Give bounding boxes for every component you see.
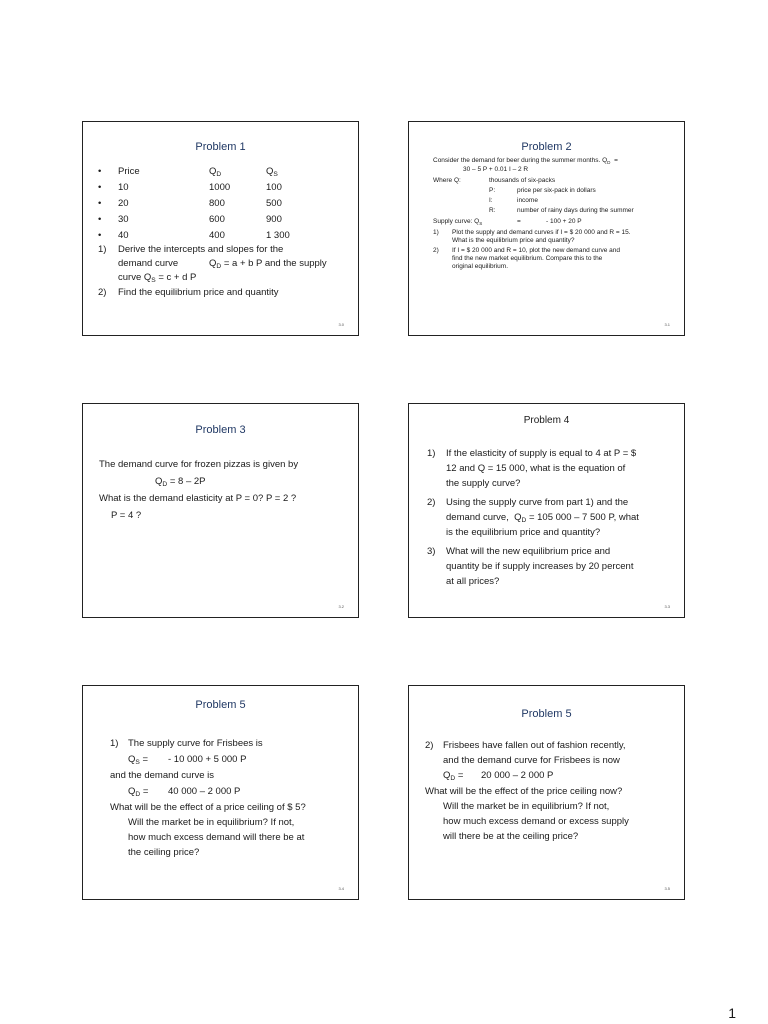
slide-number: 3.4 xyxy=(338,886,344,891)
item-text: quantity be if supply increases by 20 percent xyxy=(446,561,634,572)
text-line: how much excess demand or excess supply xyxy=(443,816,629,827)
text-line: What is the demand elasticity at P = 0? P = 2 ? xyxy=(99,493,297,504)
item-number: 3) xyxy=(427,546,436,557)
definition-text: thousands of six-packs xyxy=(489,177,556,184)
item-text: demand curve xyxy=(118,258,179,269)
supply-equation: curve $Q_S = c + d$ P xyxy=(118,272,197,284)
slide-problem-1 xyxy=(82,121,359,336)
item-text: Derive the intercepts and slopes for the xyxy=(118,244,284,255)
item-text: Plot the supply and demand curves if I = $ 20 000 and R = 15. xyxy=(452,229,631,236)
item-number: 1) xyxy=(110,738,119,749)
slide-problem-5b xyxy=(408,685,685,900)
table-cell: 900 xyxy=(266,214,282,225)
demand-equation-value: 40 000 – 2 000 P xyxy=(168,786,241,797)
item-text: 12 and Q = 15 000, what is the equation of xyxy=(446,463,626,474)
table-cell: 500 xyxy=(266,198,282,209)
table-cell: 30 xyxy=(118,214,129,225)
slide-title: Problem 3 xyxy=(195,424,246,436)
definition-symbol: P: xyxy=(489,187,496,194)
supply-equation: - 100 + 20 P xyxy=(546,218,582,225)
text-line: P = 4 ? xyxy=(111,510,142,521)
table-cell: 400 xyxy=(209,230,225,241)
slide-number: 3.3 xyxy=(664,604,670,609)
text-line: Will the market be in equilibrium? If not, xyxy=(128,817,295,828)
item-text: demand curve, $Q_D = 105$ 000 – 7 500 P, what xyxy=(446,512,639,524)
text-line: the ceiling price? xyxy=(128,847,200,858)
table-cell: 800 xyxy=(209,198,225,209)
bullet: • xyxy=(98,230,102,241)
definition-text: price per six-pack in dollars xyxy=(517,187,596,194)
item-number: 2) xyxy=(427,497,436,508)
text-line: Frisbees have fallen out of fashion recently, xyxy=(443,740,626,751)
item-number: 1) xyxy=(427,448,436,459)
table-header-price: Price xyxy=(118,166,140,177)
demand-equation: $Q_D$ = xyxy=(443,770,464,782)
slide-problem-3 xyxy=(82,403,359,618)
item-text: What will the new equilibrium price and xyxy=(446,546,611,557)
table-cell: 1 300 xyxy=(266,230,290,241)
definition-symbol: I: xyxy=(489,197,493,204)
text-line: What will be the effect of a price ceiling of $ 5? xyxy=(110,802,306,813)
table-cell: 1000 xyxy=(209,182,231,193)
supply-equation: $Q_S$ = xyxy=(128,754,149,766)
slide-title: Problem 2 xyxy=(521,141,572,153)
item-text: What is the equilibrium price and quantity? xyxy=(452,237,575,244)
page-number: 1 xyxy=(728,1005,736,1021)
item-text: If I = $ 20 000 and R = 10, plot the new demand curve and xyxy=(452,247,621,254)
slide-number: 3.1 xyxy=(664,322,670,327)
supply-equation-value: - 10 000 + 5 000 P xyxy=(168,754,247,765)
where-label: Where Q: xyxy=(433,177,461,184)
item-number: 1) xyxy=(433,229,439,236)
slide-title: Problem 1 xyxy=(195,141,246,153)
demand-equation: $Q_D = a + b$ P and the supply xyxy=(209,258,327,270)
demand-equation-value: 20 000 – 2 000 P xyxy=(481,770,554,781)
item-number: 1) xyxy=(98,244,107,255)
text-line: The supply curve for Frisbees is xyxy=(128,738,263,749)
slide-title: Problem 5 xyxy=(195,699,246,711)
item-text: is the equilibrium price and quantity? xyxy=(446,527,601,538)
intro-equation: 30 – 5 P + 0.01 I – 2 R xyxy=(463,166,529,173)
demand-equation: $Q_D = 8 - 2P$ xyxy=(155,476,206,488)
text-line: will there be at the ceiling price? xyxy=(443,831,579,842)
item-text: find the new market equilibrium. Compare this to the xyxy=(452,255,603,262)
item-text: the supply curve? xyxy=(446,478,521,489)
bullet: • xyxy=(98,214,102,225)
slide-title: Problem 5 xyxy=(521,708,572,720)
bullet: • xyxy=(98,166,102,177)
text-line: how much excess demand will there be at xyxy=(128,832,305,843)
table-cell: 600 xyxy=(209,214,225,225)
bullet: • xyxy=(98,182,102,193)
table-header-qd: $Q_D$ xyxy=(209,166,222,178)
demand-equation: $Q_D$ = xyxy=(128,786,149,798)
text-line: and the demand curve for Frisbees is now xyxy=(443,755,620,766)
item-number: 2) xyxy=(98,287,107,298)
table-cell: 40 xyxy=(118,230,129,241)
item-text: at all prices? xyxy=(446,576,500,587)
table-header-qs: $Q_S$ xyxy=(266,166,278,178)
item-number: 2) xyxy=(433,247,439,254)
table-cell: 100 xyxy=(266,182,282,193)
slide-problem-2 xyxy=(408,121,685,336)
text-line: The demand curve for frozen pizzas is given by xyxy=(99,459,299,470)
bullet: • xyxy=(98,198,102,209)
slide-number: 3.5 xyxy=(664,886,670,891)
text-line: What will be the effect of the price ceiling now? xyxy=(425,786,623,797)
table-cell: 10 xyxy=(118,182,129,193)
slide-number: 3.2 xyxy=(338,604,344,609)
slide-problem-5a xyxy=(82,685,359,900)
item-text: If the elasticity of supply is equal to 4 at P = $ xyxy=(446,448,637,459)
item-text: Using the supply curve from part 1) and the xyxy=(446,497,629,508)
definition-text: number of rainy days during the summer xyxy=(517,207,634,214)
item-text: Find the equilibrium price and quantity xyxy=(118,287,279,298)
intro-line: Consider the demand for beer during the summer months. $Q_D$ = xyxy=(433,157,618,165)
slide-number: 3.0 xyxy=(338,322,344,327)
supply-equals: = xyxy=(517,218,521,225)
text-line: Will the market be in equilibrium? If not, xyxy=(443,801,610,812)
slide-problem-4 xyxy=(408,403,685,618)
definition-text: income xyxy=(517,197,538,204)
item-number: 2) xyxy=(425,740,434,751)
supply-label: Supply curve: $Q_S$ xyxy=(433,218,483,226)
table-cell: 20 xyxy=(118,198,129,209)
slide-title: Problem 4 xyxy=(523,415,570,426)
item-text: original equilibrium. xyxy=(452,263,508,270)
definition-symbol: R: xyxy=(489,207,496,214)
text-line: and the demand curve is xyxy=(110,770,215,781)
